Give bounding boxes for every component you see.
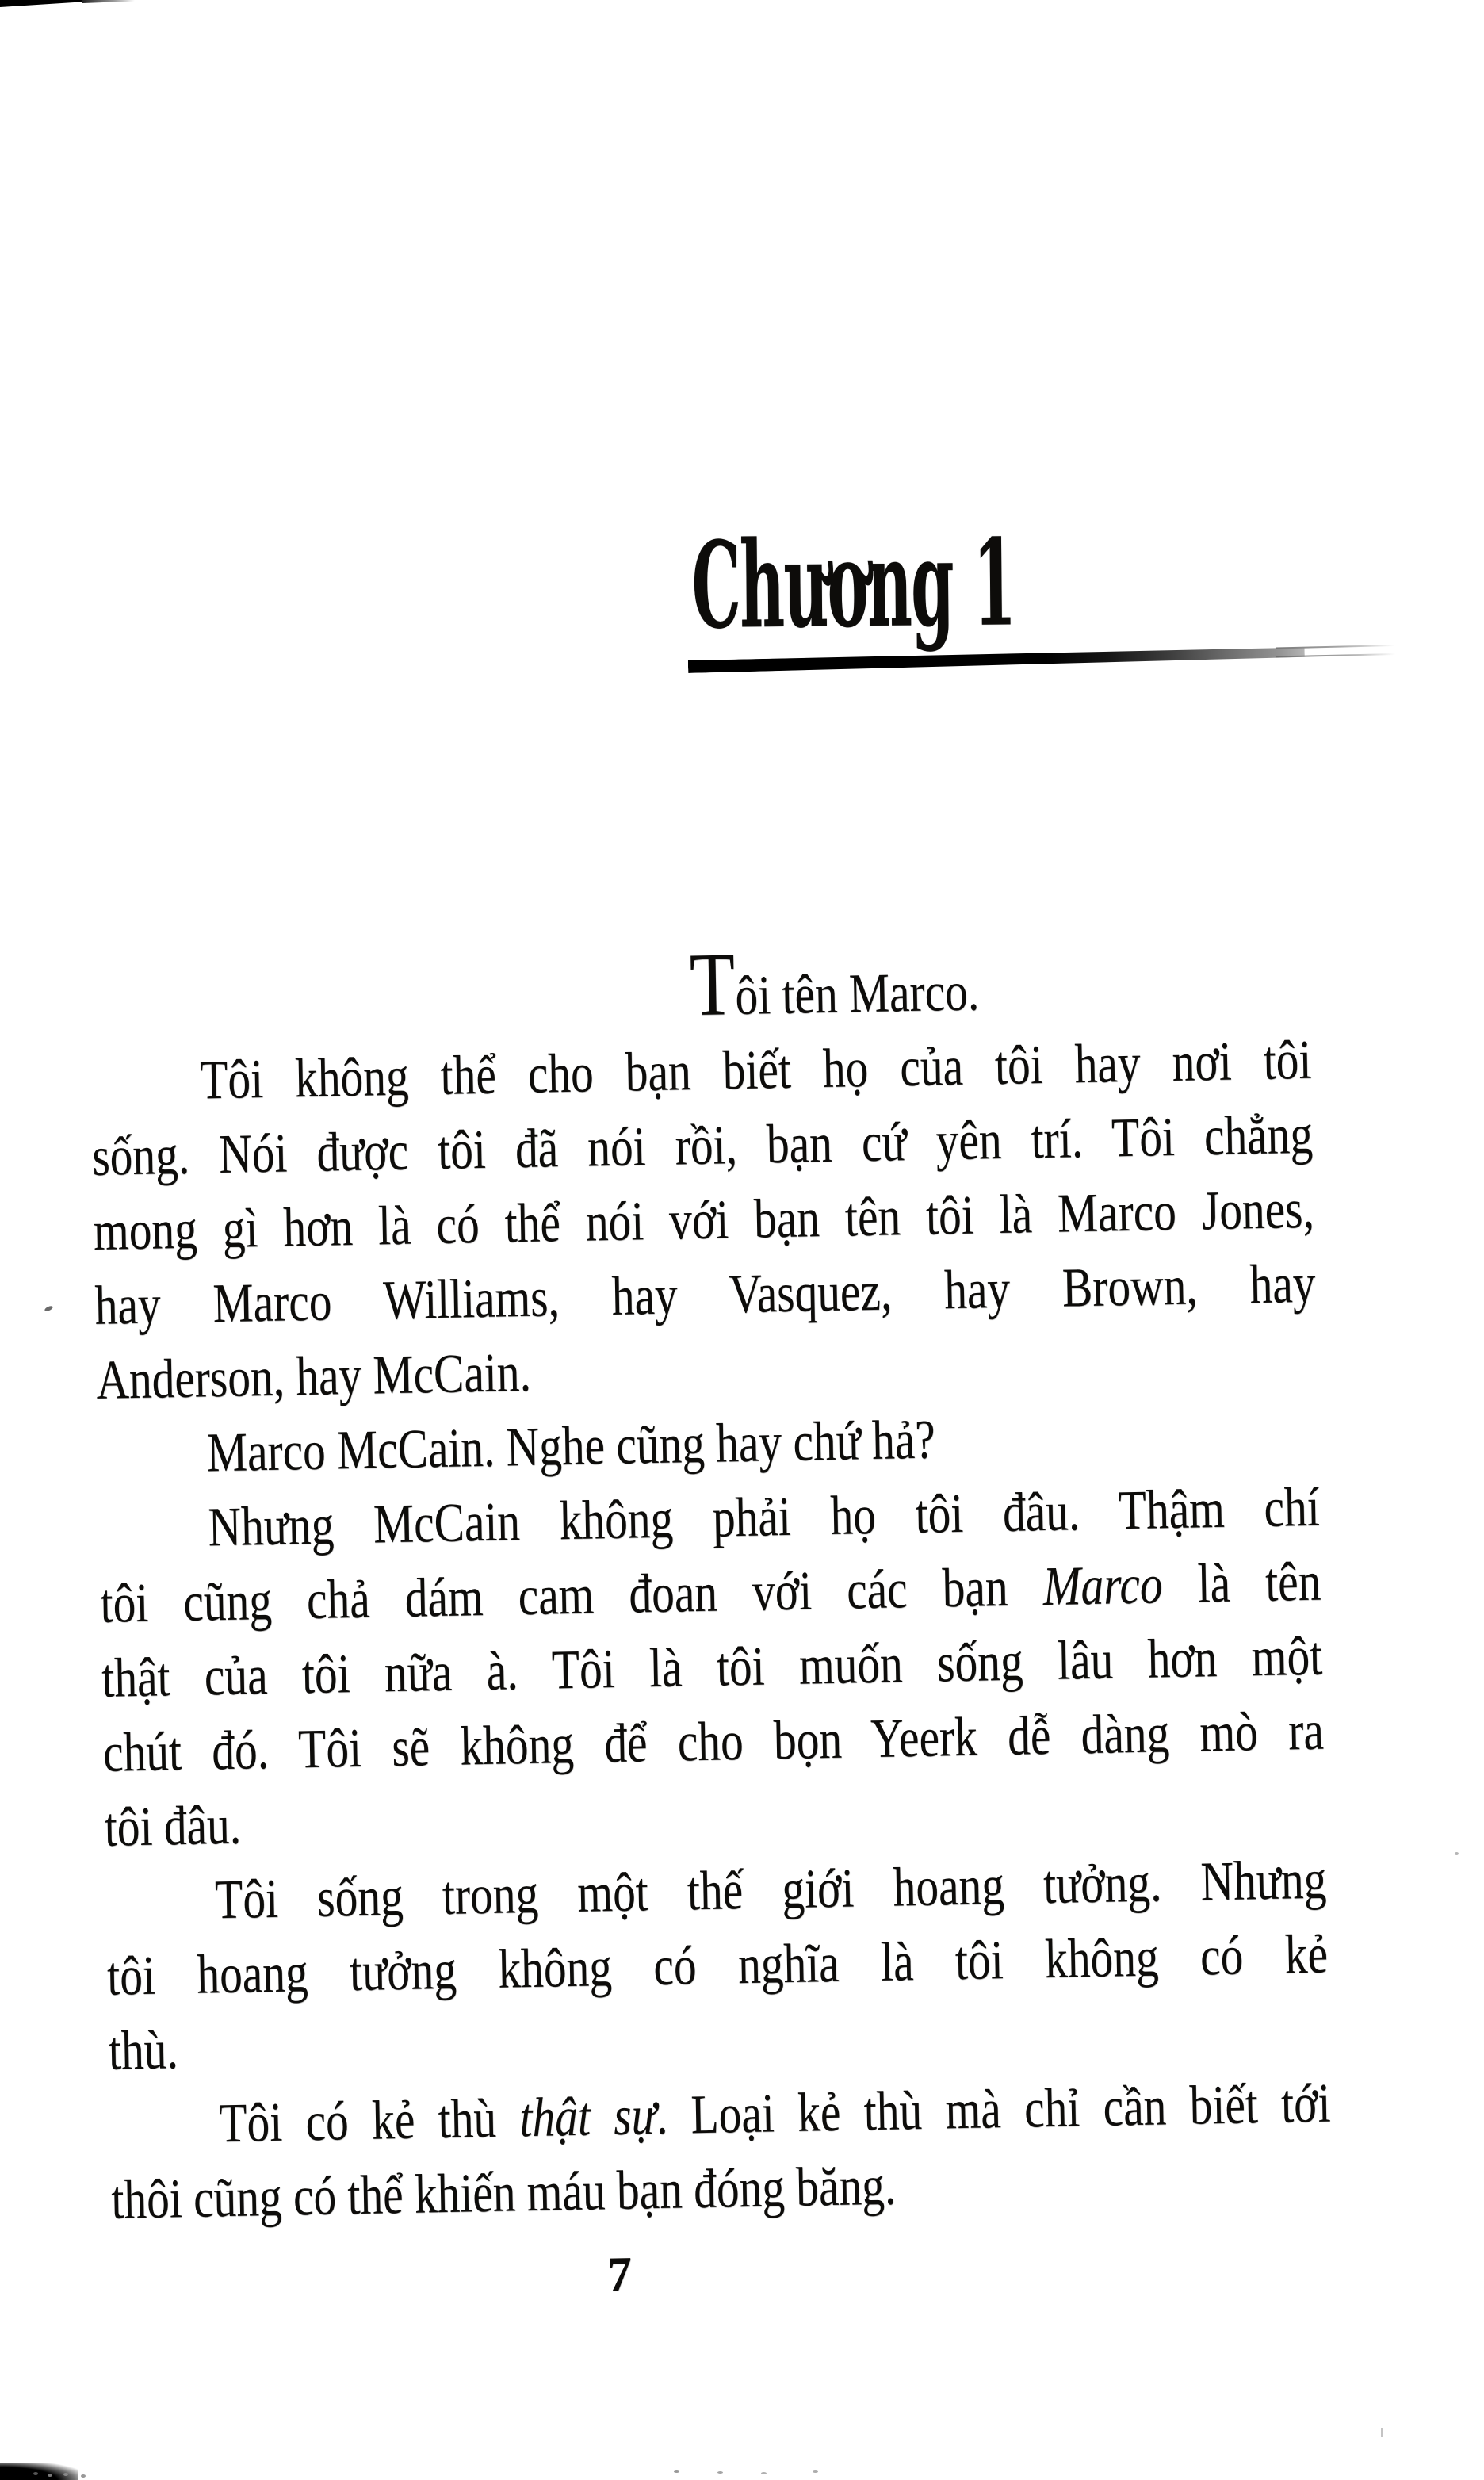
text-line: Nhưng McCain không phải họ tôi đâu. Thậm chí xyxy=(207,1476,1321,1559)
italic-text-segment: Marco xyxy=(1042,1554,1164,1618)
scan-artifact-bottom-dots xyxy=(674,2470,679,2473)
text-line: thôi cũng có thể khiến máu bạn đóng băng. xyxy=(110,2155,897,2231)
body-text-block xyxy=(89,933,1333,2238)
text-line: Anderson, hay McCain. xyxy=(95,1341,532,1411)
text-line: thù. xyxy=(108,2019,179,2082)
text-segment: tôi cũng chả dám cam đoan với các bạn xyxy=(99,1556,1044,1635)
chapter-heading: Chương 1 xyxy=(690,513,1016,656)
text-line: mong gì hơn là có thể nói với bạn tên tôi là Marco Jones, xyxy=(93,1178,1315,1262)
text-line: Tôi sống trong một thế giới hoang tưởng. Nhưng xyxy=(214,1849,1327,1931)
text-line: tôi đâu. xyxy=(104,1794,242,1858)
text-line: tôi hoang tưởng không có nghĩa là tôi không có kẻ xyxy=(106,1923,1329,2007)
scan-artifact-right-margin-speck xyxy=(1455,1852,1459,1855)
page-number: 7 xyxy=(606,2247,633,2302)
scan-artifact-bottom-left-specks xyxy=(33,2472,38,2475)
scan-artifact-left-margin-speck xyxy=(44,1305,53,1312)
text-line: hay Marco Williams, hay Vasquez, hay Brown, hay xyxy=(94,1253,1317,1337)
text-segment: là tên xyxy=(1161,1551,1322,1616)
scan-artifact-top-left-tail xyxy=(82,0,135,3)
text-segment: . Loại kẻ thù mà chỉ cần biết tới xyxy=(656,2072,1332,2147)
scan-artifact-bottom-tick xyxy=(1381,2428,1383,2437)
scan-artifact-bottom-left-blob xyxy=(0,2463,78,2480)
chapter-rule-hairline-top xyxy=(1276,645,1395,649)
text-line: Tôi không thể cho bạn biết họ của tôi hay nơi tôi xyxy=(199,1029,1312,1112)
text-line: thật của tôi nữa à. Tôi là tôi muốn sống lâu hơn một xyxy=(101,1625,1323,1709)
opening-text: ôi tên Marco. xyxy=(734,961,980,1028)
italic-text-segment: thật sự xyxy=(518,2085,657,2149)
text-segment: Tôi có kẻ thù xyxy=(218,2088,521,2155)
text-line: chút đó. Tôi sẽ không để cho bọn Yeerk dễ dàng mò ra xyxy=(102,1700,1325,1784)
scan-artifact-top-left-wedge xyxy=(0,0,90,7)
text-line: sống. Nói được tôi đã nói rồi, bạn cứ yên trí. Tôi chẳng xyxy=(91,1104,1314,1188)
drop-cap: T xyxy=(688,933,736,1035)
body-text-squeeze xyxy=(89,933,1333,2238)
text-line: Marco McCain. Nghe cũng hay chứ hả? xyxy=(206,1409,936,1484)
